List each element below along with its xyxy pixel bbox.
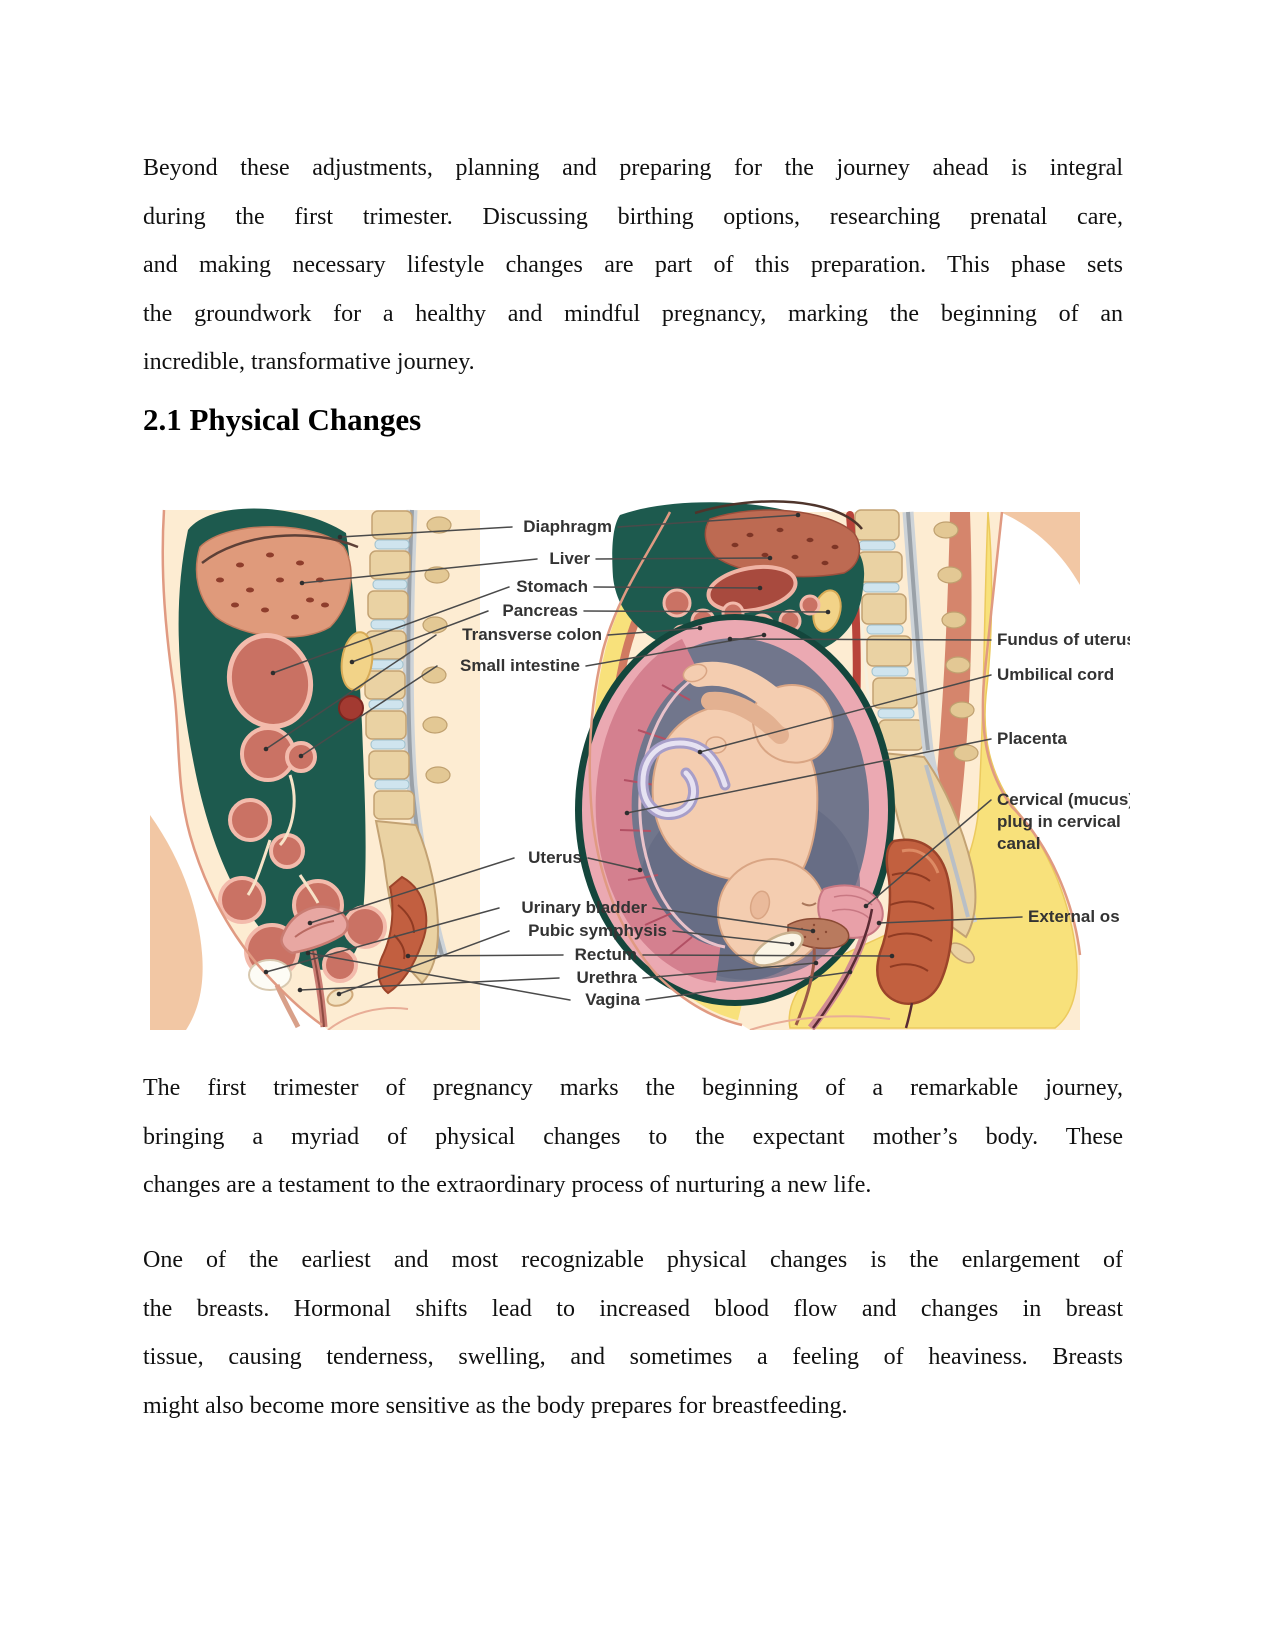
label-rectum: Rectum [574, 945, 637, 964]
paragraph-line: the groundwork for a healthy and mindful pregnancy, marking the beginning of an [143, 300, 1123, 327]
paragraph-line: incredible, transformative journey. [143, 349, 475, 375]
body-paragraph-1 [143, 144, 1123, 387]
body-paragraph-2 [143, 1064, 1123, 1210]
paragraph-line: One of the earliest and most recognizable physical changes is the enlargement of [143, 1247, 1123, 1273]
paragraph-line: The first trimester of pregnancy marks the beginning of a remarkable journey, [143, 1075, 1123, 1101]
label-placenta: Placenta [997, 729, 1067, 748]
label-liver: Liver [549, 549, 590, 568]
left-figure-illustration [150, 509, 480, 1030]
anatomy-figure [150, 485, 1130, 1030]
paragraph-line: Beyond these adjustments, planning and preparing for the journey ahead is integral [143, 155, 1123, 181]
label-fundus-of-uterus: Fundus of uterus [997, 630, 1130, 649]
body-paragraph-3 [143, 1236, 1123, 1430]
paragraph-line: the breasts. Hormonal shifts lead to increased blood flow and changes in breast [143, 1295, 1123, 1322]
anatomy-figure-svg [150, 485, 1130, 1030]
label-diaphragm: Diaphragm [523, 517, 612, 536]
right-figure-illustration [575, 501, 1080, 1030]
label-pancreas: Pancreas [502, 601, 578, 620]
paragraph-line: during the first trimester. Discussing birthing options, researching prenatal care, [143, 203, 1123, 230]
section-heading: 2.1 Physical Changes [143, 402, 422, 437]
paragraph-line: and making necessary lifestyle changes are part of this preparation. This phase sets [143, 252, 1123, 278]
label-vagina: Vagina [585, 990, 640, 1009]
paragraph-line: might also become more sensitive as the body prepares for breastfeeding. [143, 1392, 848, 1419]
label-umbilical-cord: Umbilical cord [997, 665, 1115, 684]
paragraph-line: tissue, causing tenderness, swelling, and sometimes a feeling of heaviness. Breasts [143, 1344, 1123, 1370]
label-external-os: External os [1028, 907, 1120, 926]
label-small-intestine: Small intestine [460, 656, 580, 675]
label-pubic-symphysis: Pubic symphysis [528, 921, 667, 940]
label-cervical-plug-line2: plug in cervical [997, 812, 1121, 831]
label-transverse-colon: Transverse colon [462, 625, 602, 644]
label-cervical-plug-line1: Cervical (mucus) [997, 790, 1130, 809]
label-cervical-plug-line3: canal [997, 834, 1041, 853]
label-urinary-bladder: Urinary bladder [521, 898, 647, 917]
paragraph-line: changes are a testament to the extraordinary process of nurturing a new life. [143, 1172, 872, 1198]
label-uterus: Uterus [528, 848, 582, 867]
paragraph-line: bringing a myriad of physical changes to the expectant mother’s body. These [143, 1123, 1123, 1150]
label-stomach: Stomach [516, 577, 588, 596]
label-urethra: Urethra [576, 968, 637, 987]
